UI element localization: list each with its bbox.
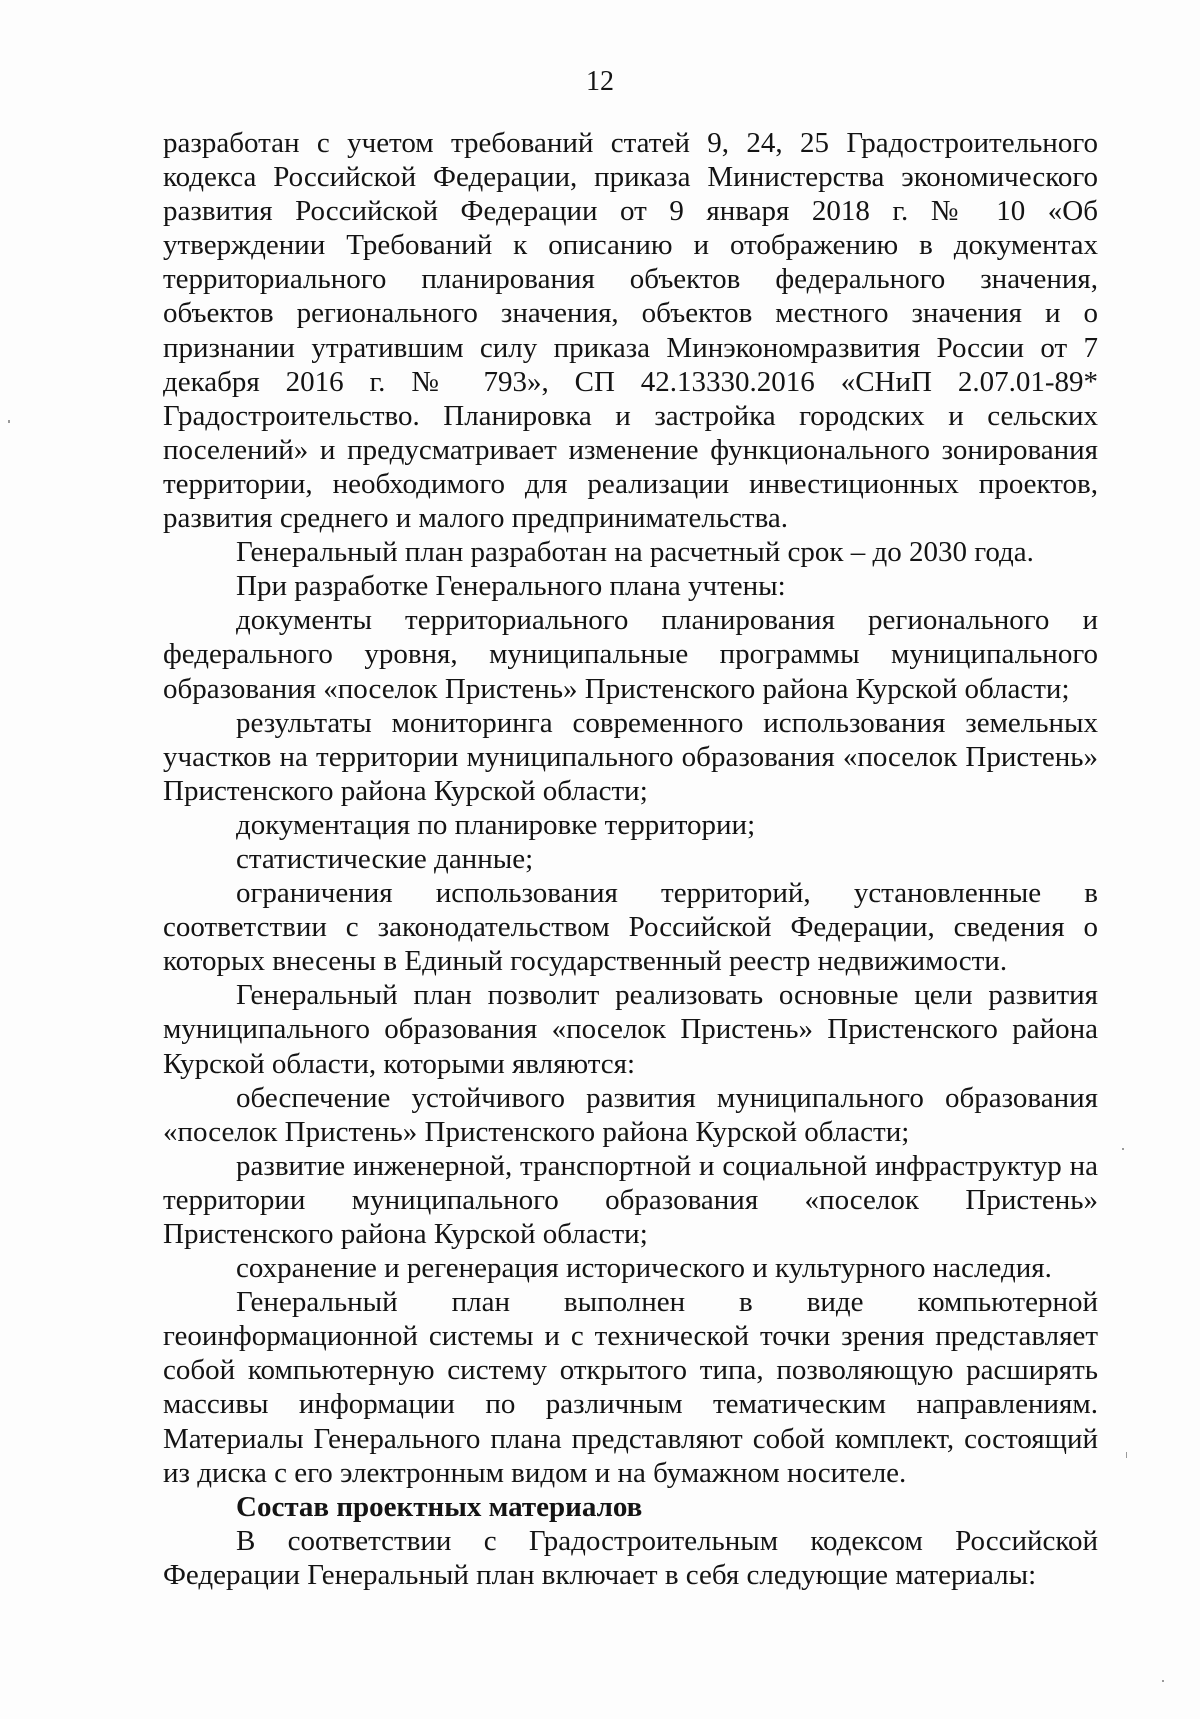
list-item-restrictions: ограничения использования территорий, установленные в соответствии с законодательством Российской Федерации, сведения о которых внесены в Единый государственный реестр недвижимости.	[163, 877, 1098, 978]
list-item-heritage: сохранение и регенерация исторического и культурного наследия.	[236, 1252, 1052, 1285]
list-item-infrastructure: развитие инженерной, транспортной и социальной инфраструктур на территории муниципального образования «поселок Пристень» Пристенского района Курской области;	[163, 1149, 1098, 1250]
scan-speck-bottom	[1162, 1680, 1164, 1682]
paragraph-goals-intro: Генеральный план позволит реализовать основные цели развития муниципального образования «поселок Пристень» Пристенского района Курской области, которыми являются:	[163, 979, 1098, 1080]
intro-paragraph: разработан с учетом требований статей 9, 24, 25 Градостроительного кодекса Российской Федерации, приказа Министерства экономического развития Российской Федерации от 9 января 2018 г. № 10 «Об утверждении Требований к описанию и отображению в документах территориального планирования объектов федерального значения, объектов регионального значения, объектов местного значения и о признании утратившим силу приказа Минэкономразвития России от 7 декабря 2016 г. № 793», СП 42.13330.2016 «СНиП 2.07.01-89* Градостроительство. Планировка и застройка городских и сельских поселений» и предусматривает изменение функционального зонирования территории, необходимого для реализации инвестиционных проектов, развития среднего и малого предпринимательства.	[163, 127, 1098, 535]
list-item-planning-documentation: документация по планировке территории;	[236, 808, 756, 841]
document-body	[163, 126, 1098, 1592]
list-item-sustainable-development: обеспечение устойчивого развития муниципального образования «поселок Пристень» Пристенского района Курской области;	[163, 1081, 1098, 1148]
page-number: 12	[586, 66, 614, 97]
section-heading-project-materials: Состав проектных материалов	[236, 1490, 643, 1523]
list-item-monitoring-results: результаты мониторинга современного использования земельных участков на территории муниципального образования «поселок Пристень» Пристенского района Курской области;	[163, 706, 1098, 807]
list-item-planning-documents: документы территориального планирования регионального и федерального уровня, муниципальные программы муниципального образования «поселок Пристень» Пристенского района Курской области;	[163, 604, 1098, 705]
paragraph-gis-system: Генеральный план выполнен в виде компьютерной геоинформационной системы и с технической точки зрения представляет собой компьютерную систему открытого типа, позволяющую расширять массивы информации по различным тематическим направлениям. Материалы Генерального плана представляют собой комплект, состоящий из диска с его электронным видом и на бумажном носителе.	[163, 1286, 1098, 1489]
scan-speck-right-low	[1126, 1452, 1127, 1458]
paragraph-plan-term: Генеральный план разработан на расчетный срок – до 2030 года.	[236, 536, 1034, 569]
scan-speck-left	[8, 420, 10, 423]
list-item-statistics: статистические данные;	[236, 842, 534, 875]
paragraph-considered-intro: При разработке Генерального плана учтены:	[236, 570, 786, 603]
paragraph-materials-intro: В соответствии с Градостроительным кодексом Российской Федерации Генеральный план включает в себя следующие материалы:	[163, 1524, 1098, 1591]
scan-speck-right	[1122, 1148, 1124, 1150]
